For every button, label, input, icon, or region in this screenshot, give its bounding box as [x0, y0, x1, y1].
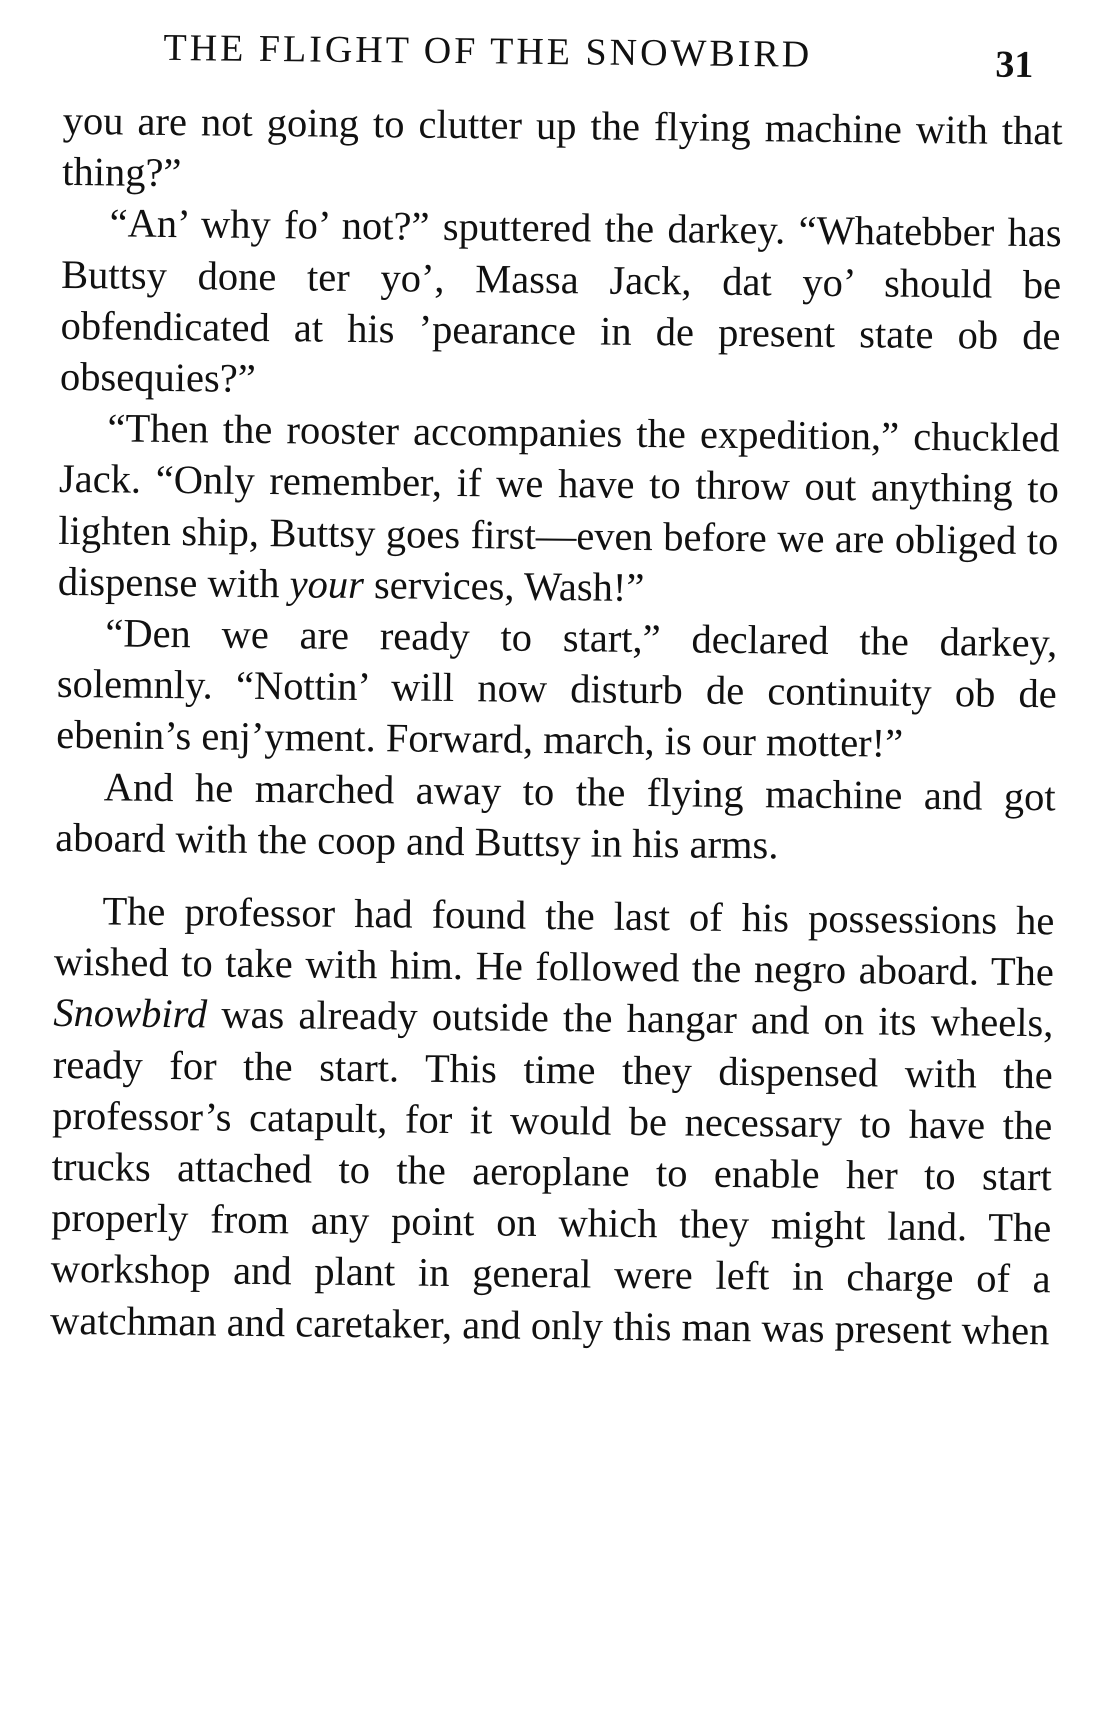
running-title: THE FLIGHT OF THE SNOWBIRD [163, 26, 813, 76]
paragraph-2-text: “An’ why fo’ not?” sputtered the darkey. “Whatebber has Buttsy done ter yo’, Massa Jack, dat yo’ should be obfendicated at his ’pearance in de present state ob de obsequies?” [59, 200, 1062, 401]
paragraph-1 [62, 95, 1063, 208]
paragraph-6 [50, 885, 1055, 1356]
paragraph-5-text: And he marched away to the flying machine and got aboard with the coop and Buttsy in his arms. [54, 763, 1056, 868]
paragraph-2 [60, 197, 1062, 412]
running-head [163, 26, 1034, 95]
paragraph-6-text-end: was already outside the hangar and on its wheels, ready for the start. This time they dispensed with the professor’s catapult, for it would be necessary to have the trucks attached to the aeroplane to enable her to start properly from any point on which they might land. The workshop and plant in general were left in charge of a watchman and caretaker, and only this man was present when [49, 991, 1054, 1353]
paragraph-1-text: you are not going to clutter up the flying machine with that thing?” [61, 97, 1063, 196]
paragraph-3-text-end: services, Wash!” [363, 561, 645, 610]
paragraph-3-text-start: “Then the rooster accompanies the expedition,” chuckled Jack. “Only remember, if we have to throw out anything to lighten ship, Buttsy goes first—even before we are obliged to dispense with [57, 405, 1060, 607]
paragraph-4-text: “Den we are ready to start,” declared the darkey, solemnly. “Nottin’ will now disturb de continuity ob de ebenin’s enj’yment. Forward, march, is our motter!” [56, 610, 1058, 767]
paragraph-6-text-start: The professor had found the last of his possessions he wished to take with him. He followed the negro aboard. The [53, 888, 1055, 995]
body-text [50, 95, 1063, 1356]
paragraph-3-emphasis: your [289, 561, 365, 607]
page-number: 31 [995, 43, 1034, 87]
paragraph-4 [56, 607, 1058, 771]
paragraph-6-ship-name: Snowbird [53, 990, 208, 1037]
paragraph-5 [55, 760, 1056, 873]
paragraph-3 [58, 402, 1060, 617]
